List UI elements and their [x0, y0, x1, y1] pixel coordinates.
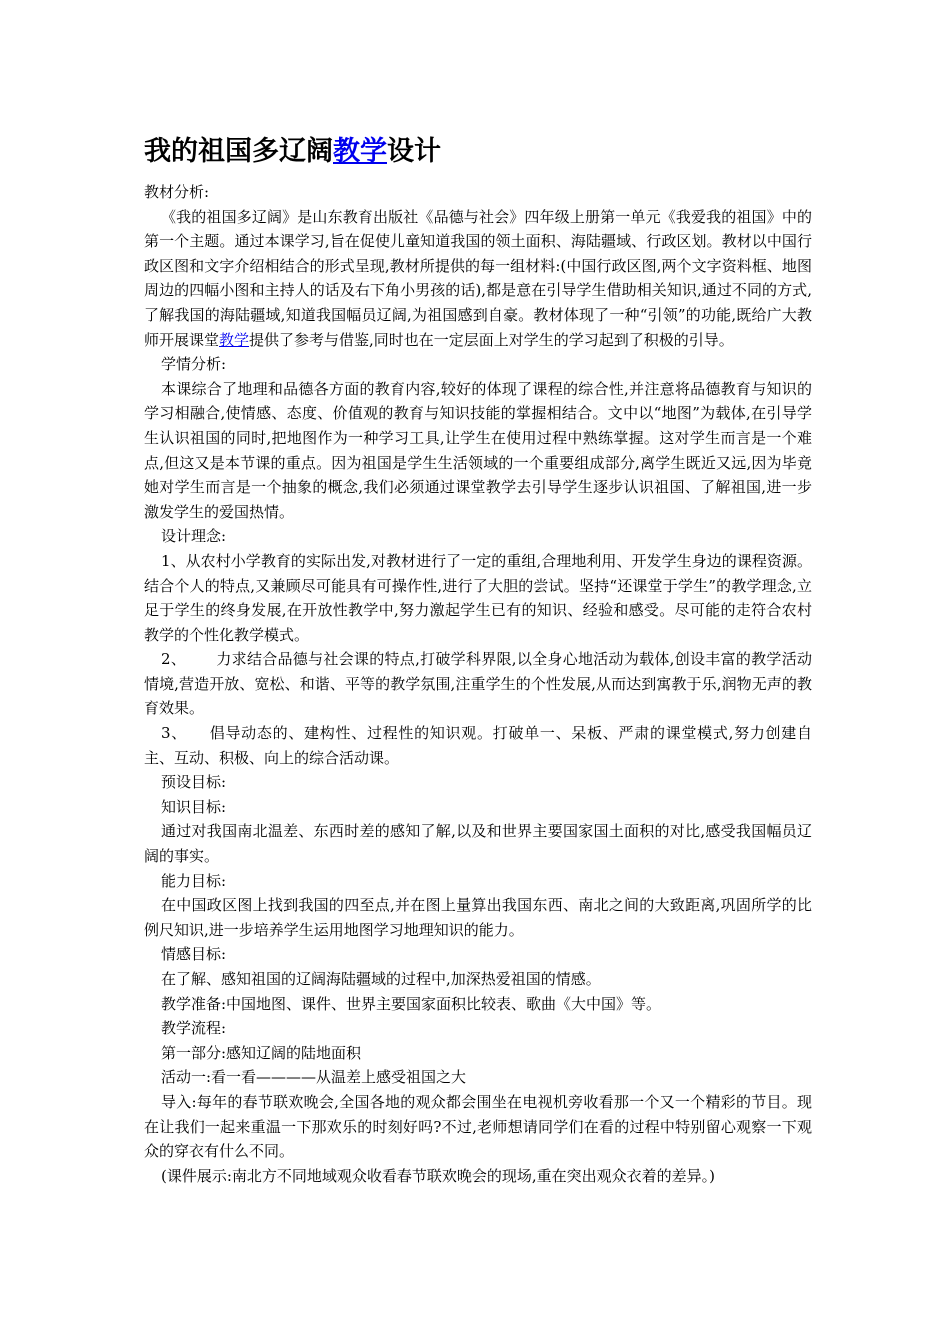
heading-teaching-flow: 教学流程:	[161, 1019, 227, 1038]
concept-3-text: 倡导动态的、建构性、过程性的知识观。打破单一、呆板、严肃的课堂模式,努力创建自主、互动、积极、向上的综合活动课。	[144, 724, 812, 767]
heading-design-concept: 设计理念:	[161, 527, 227, 546]
title-text-post: 设计	[387, 136, 441, 167]
text-ability-goal: 在中国政区图上找到我国的四至点,并在图上量算出我国东西、南北之间的大致距离,巩固所学的比例尺知识,进一步培养学生运用地图学习地理知识的能力。	[144, 896, 812, 939]
concept-item-1: 1、从农村小学教育的实际出发,对教材进行了一定的重组,合理地利用、开发学生身边的课程资源。结合个人的特点,又兼顾尽可能具有可操作性,进行了大胆的尝试。坚持“还课堂于学生”的教学理念,立足于学生的终身发展,在开放性教学中,努力激起学生已有的知识、经验和感受。尽可能的走符合农村教学的个性化教学模式。	[144, 551, 812, 644]
text-activity-one: 活动一:看一看————从温差上感受祖国之大	[161, 1068, 467, 1087]
title-link-teaching[interactable]: 教学	[333, 136, 387, 167]
paragraph-student-analysis: 本课综合了地理和品德各方面的教育内容,较好的体现了课程的综合性,并注意将品德教育与知识的学习相融合,使情感、态度、价值观的教育与知识技能的掌握相结合。文中以“地图”为载体,在引导学生认识祖国的同时,把地图作为一种学习工具,让学生在使用过程中熟练掌握。这对学生而言是一个难点,但这又是本节课的重点。因为祖国是学生生活领域的一个重要组成部分,离学生既近又远,因为毕竟她对学生而言是一个抽象的概念,我们必须通过课堂教学去引导学生逐步认识祖国、了解祖国,进一步激发学生的爱国热情。	[144, 379, 812, 521]
material-text-post: 提供了参考与借鉴,同时也在一定层面上对学生的学习起到了积极的引导。	[249, 330, 734, 349]
paragraph-material-analysis	[144, 205, 812, 353]
material-text-pre: 《我的祖国多辽阔》是山东教育出版社《品德与社会》四年级上册第一单元《我爱我的祖国》中的第一个主题。通过本课学习,旨在促使儿童知道我国的领土面积、海陆疆域、行政区划。教材以中国行政区图和文字介绍相结合的形式呈现,教材所提供的每一组材料:(中国行政区图,两个文字资料框、地图周边的四幅小图和主持人的话及右下角小男孩的话),都是意在引导学生借助相关知识,通过不同的方式,了解我国的海陆疆域,知道我国幅员辽阔,为祖国感到自豪。教材体现了一种“引领”的功能,既给广大教师开展课堂	[144, 207, 812, 349]
label-emotion-goal: 情感目标:	[161, 945, 227, 964]
page-title	[144, 132, 812, 172]
concept-2-text: 力求结合品德与社会课的特点,打破学科界限,以全身心地活动为载体,创设丰富的教学活动情境,营造开放、宽松、和谐、平等的教学氛围,注重学生的个性发展,从而达到寓教于乐,润物无声的教育效果。	[144, 650, 812, 718]
concept-2-number: 2、	[161, 650, 187, 669]
heading-material-analysis: 教材分析:	[144, 183, 210, 201]
label-ability-goal: 能力目标:	[161, 871, 227, 890]
label-knowledge-goal: 知识目标:	[161, 797, 227, 816]
text-introduction: 导入:每年的春节联欢晚会,全国各地的观众都会围坐在电视机旁收看那一个又一个精彩的节目。现在让我们一起来重温一下那欢乐的时刻好吗?不过,老师想请同学们在看的过程中特别留心观察一下观众的穿衣有什么不同。	[144, 1092, 812, 1161]
heading-student-analysis: 学情分析:	[161, 355, 227, 374]
heading-preset-goals: 预设目标:	[161, 773, 227, 792]
text-part-one: 第一部分:感知辽阔的陆地面积	[161, 1043, 362, 1062]
text-knowledge-goal: 通过对我国南北温差、东西时差的感知了解,以及和世界主要国家国土面积的对比,感受我国幅员辽阔的事实。	[144, 822, 812, 866]
concept-item-2	[144, 647, 812, 721]
text-courseware-note: (课件展示:南北方不同地域观众收看春节联欢晚会的现场,重在突出观众衣着的差异。)	[161, 1166, 716, 1185]
document-body	[144, 132, 812, 1188]
concept-3-number: 3、	[161, 724, 187, 743]
inline-link-teaching[interactable]: 教学	[219, 330, 250, 349]
concept-item-3	[144, 721, 812, 770]
text-teaching-prep: 教学准备:中国地图、课件、世界主要国家面积比较表、歌曲《大中国》等。	[161, 994, 662, 1013]
title-text-pre: 我的祖国多辽阔	[144, 136, 333, 167]
text-emotion-goal: 在了解、感知祖国的辽阔海陆疆域的过程中,加深热爱祖国的情感。	[161, 970, 601, 988]
